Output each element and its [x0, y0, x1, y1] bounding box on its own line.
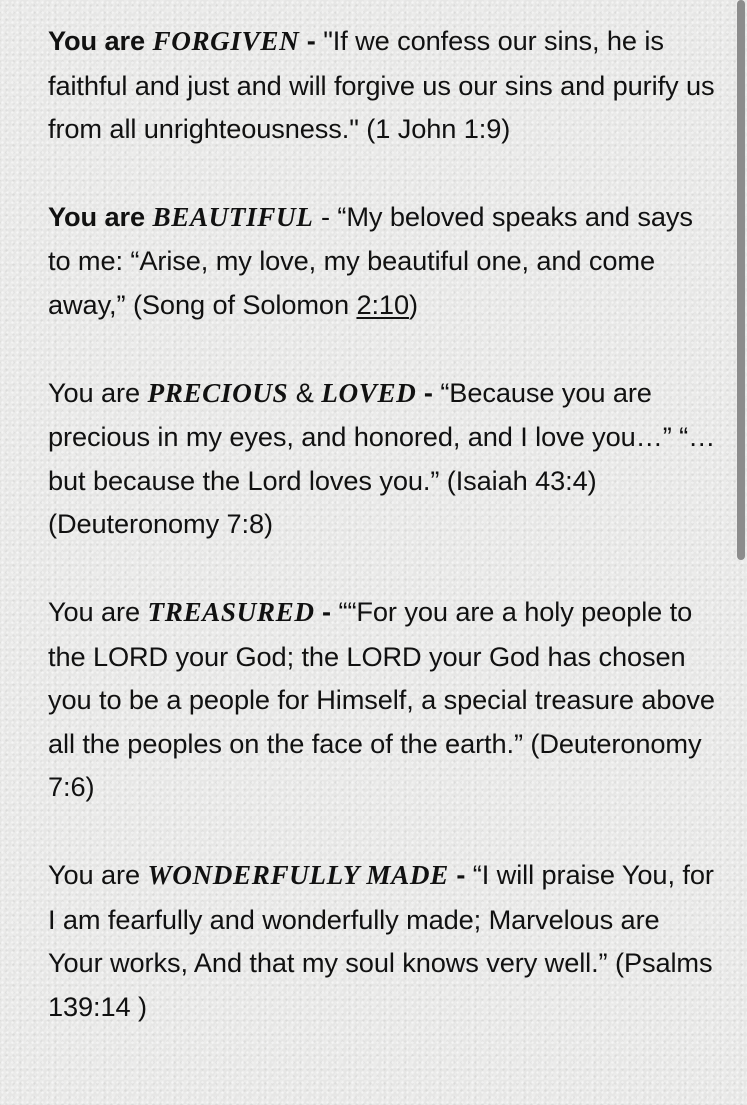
scripture-reference-2: (Deuteronomy 7:8): [48, 508, 273, 540]
reference-link[interactable]: 2:10: [356, 288, 409, 320]
dash: -: [320, 200, 330, 232]
scrollbar[interactable]: [737, 0, 745, 560]
scripture-quote: "If we confess our sins, he is faithful and just and will forgive us our sins and purify us from all unrighteousness.": [48, 25, 715, 145]
lead-text: You are: [48, 200, 146, 232]
passage-forgiven: [48, 19, 718, 151]
scripture-reference: (1 John 1:9): [366, 113, 511, 145]
scripture-reference: (Deuteronomy 7:6): [48, 727, 702, 803]
lead-text: You are: [48, 376, 141, 408]
dash: -: [456, 858, 466, 890]
highlight-word-2: LOVED: [321, 377, 417, 408]
scripture-reference: (Psalms 139:14 ): [48, 947, 713, 1022]
highlight-word: PRECIOUS: [147, 377, 289, 408]
scripture-reference: (Isaiah 43:4): [446, 464, 597, 496]
passage-beautiful: [48, 195, 718, 327]
dash: -: [423, 376, 433, 408]
highlight-word: WONDERFULLY MADE: [147, 859, 449, 890]
scripture-quote: “I will praise You, for I am fearfully and wonderfully made; Marvelous are Your works, And that my soul knows very well.”: [48, 858, 714, 979]
dash: -: [322, 595, 332, 627]
passage-wonderfully-made: [48, 853, 718, 1028]
scripture-quote: “Because you are precious in my eyes, and honored, and I love you…” “…but because the Lord loves you.”: [48, 376, 716, 496]
dash: -: [306, 25, 316, 56]
passage-treasured: [48, 590, 718, 809]
reference-prefix: (Song of Solomon: [132, 288, 349, 320]
passage-precious-loved: [48, 371, 718, 546]
scripture-quote: ““For you are a holy people to the LORD your God; the LORD your God has chosen you to be a people for Himself, a special treasure above all the peoples on the face of the earth.”: [48, 595, 715, 759]
reference-suffix: ): [408, 288, 418, 320]
ampersand: &: [295, 376, 314, 408]
highlight-word: BEAUTIFUL: [152, 201, 314, 232]
lead-text: You are: [48, 858, 141, 890]
highlight-word: TREASURED: [147, 596, 315, 627]
lead-text: You are: [48, 25, 146, 56]
scripture-reference: [133, 289, 418, 320]
lead-text: You are: [48, 595, 141, 627]
highlight-word: FORGIVEN: [152, 26, 300, 56]
note-body: [48, 19, 718, 1072]
scripture-quote: “My beloved speaks and says to me: “Arise, my love, my beautiful one, and come away,”: [48, 200, 693, 320]
